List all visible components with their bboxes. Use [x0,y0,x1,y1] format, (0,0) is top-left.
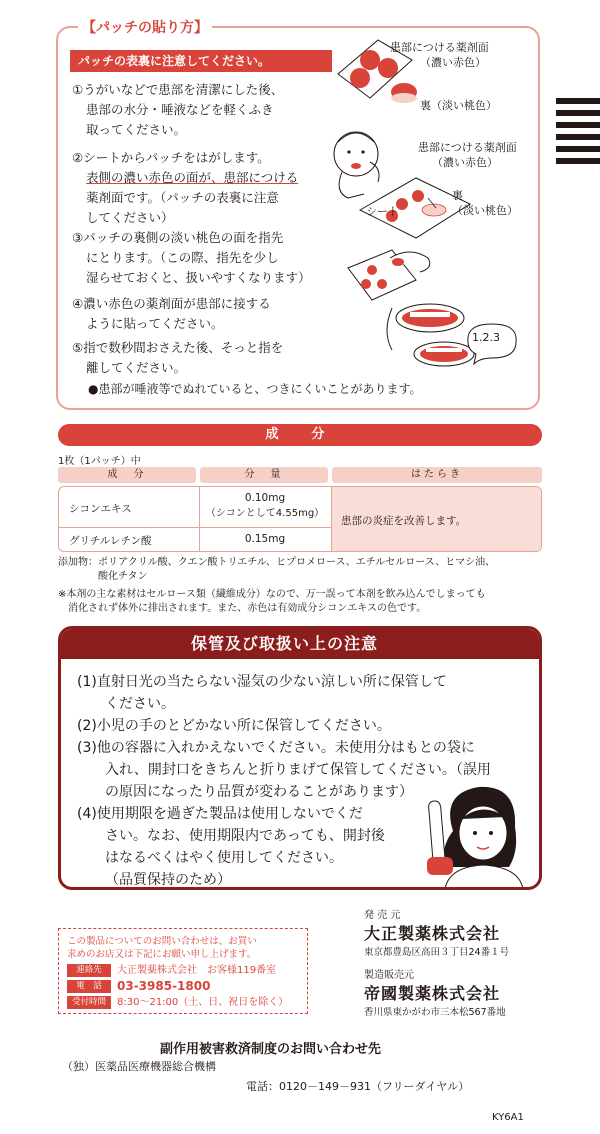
barcode-marks [556,98,600,164]
ingredient-name-1: シコンエキス [69,503,132,515]
th-effect: はたらき [332,467,542,483]
label-count: 1.2.3 [472,331,500,344]
label-back-2: 裏 （淡い桃色） [452,189,518,217]
nurse-illustration [423,771,539,889]
ingredients-table [58,486,542,552]
storage-item-3: (3)他の容器に入れかえないでください。未使用分はもとの袋に 入れ、開封口をきちんと折りまげて保管してください。（誤用 の原因になったり品質が変わることがあります） [77,740,491,800]
contact-row-hours: 受付時間 8:30～21:00（土、日、祝日を除く） [67,996,299,1009]
label-back-1: 裏（淡い桃色） [420,99,497,112]
contact-intro-1: この製品についてのお問い合わせは、お買い [67,936,257,947]
step-1: ①うがいなどで患部を清潔にした後、 患部の水分・唾液などを軽くふき 取ってください。 [72,82,284,137]
relief-phone: 電話：0120－149－931（フリーダイヤル） [246,1080,470,1093]
storage-item-2: (2)小児の手のとどかない所に保管してください。 [77,718,391,734]
patch-instructions-box [56,20,540,410]
contact-row-phone: 電 話 03-3985-1800 [67,980,299,993]
fingertip-illustration [348,250,430,300]
storage-item-1: (1)直射日光の当たらない湿気の少ない涼しい所に保管して ください。 [77,674,447,712]
storage-item-4: (4)使用期限を過ぎた製品は使用しないでくだ さい。なお、使用期限内であっても、開封後 はなるべくはやく使用してください。 （品質保持のため） [77,806,385,888]
th-ingredient: 成 分 [58,467,196,483]
contact-row-company: 連絡先 大正製薬株式会社 お客様119番室 [67,964,299,977]
label-medicated-face-1: 患部につける薬剤面 （濃い赤色） [390,41,489,69]
relief-org: （独）医薬品医療機器総合機構 [62,1060,216,1073]
step-2: ②シートからパッチをはがします。 表側の濃い赤色の面が、患部につける 薬剤面です。（パッチの表裏に注意 してください） [72,150,299,225]
ingredients-header: 成 分 [58,424,542,446]
ingredient-amount-1: 0.10mg （シコンとして4.55mg） [205,492,325,519]
patch-warning-banner: パッチの表裏に注意してください。 [70,50,332,72]
additives: 添加物：ポリアクリル酸、クエン酸トリエチル、ヒプロメロース、エチルセルロース、ヒマシ油、 酸化チタン [58,557,496,582]
patch-note: ●患部が唾液等でぬれていると、つきにくいことがあります。 [88,382,422,396]
ingredient-effect: 患部の炎症を改善します。 [341,515,467,527]
product-code: KY6A1 [492,1112,524,1123]
ingredient-amount-2: 0.15mg [244,533,286,545]
relief-title: 副作用被害救済制度のお問い合わせ先 [160,1042,382,1057]
step-4: ④濃い赤色の薬剤面が患部に接する ように貼ってください。 [72,296,271,331]
ingredients-per: 1枚（1パッチ）中 [58,456,141,467]
label-sheet: シート [366,205,399,218]
label-medicated-face-2: 患部につける薬剤面 （濃い赤色） [418,141,517,169]
mouth-press-illustration [414,342,474,366]
child-illustration [334,132,379,198]
ingredient-name-2: グリチルレチン酸 [69,535,152,547]
step-5: ⑤指で数秒間おさえた後、そっと指を 離してください。 [72,340,284,375]
step-3: ③パッチの裏側の淡い桃色の面を指先 にとります。（この際、指先を少し 湿らせておくと、扱いやすくなります） [72,230,311,285]
storage-header: 保管及び取扱い上の注意 [61,629,539,659]
th-amount: 分 量 [200,467,328,483]
storage-box [58,626,542,890]
ingredients-note: ※本剤の主な素材はセルロース類（繊維成分）なので、万一誤って本剤を飲み込んでしまっても 消化されず体外に排出されます。また、赤色は有効成分シコンエキスの色です。 [58,589,486,614]
distributor: 発 売 元 大正製薬株式会社 東京都豊島区高田３丁目24番１号 [364,910,510,958]
patch-title: 【パッチの貼り方】 [78,17,212,37]
contact-intro-2: 求めのお店又は下記にお願い申し上げます。 [67,949,257,960]
contact-box [58,928,308,1014]
manufacturer: 製造販売元 帝國製薬株式会社 香川県東かがわ市三本松567番地 [364,970,506,1018]
